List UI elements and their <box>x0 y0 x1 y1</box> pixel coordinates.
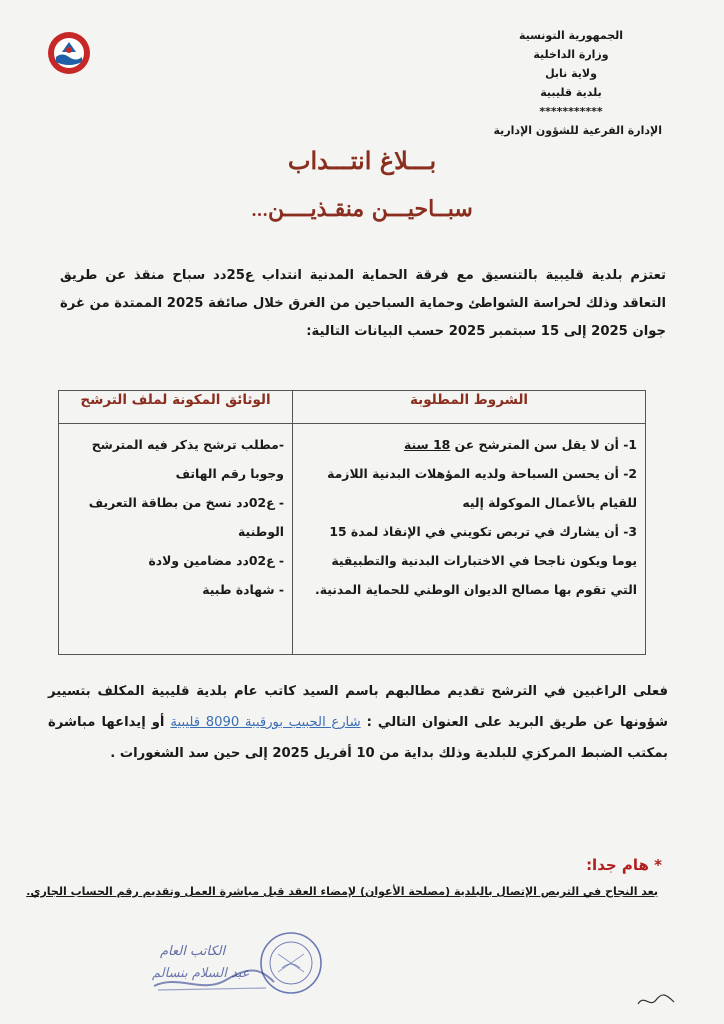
document-item: - ع02دد مضامين ولادة <box>148 553 284 568</box>
handwritten-signature-icon <box>148 960 278 1000</box>
important-notice: بعد النجاح في التربص الإتصال بالبلدية (مصلحة الأعوان) لإمضاء العقد قبل مباشرة العمل وتقديم رقم الحساب الجاري. <box>26 885 658 898</box>
document-item: - شهادة طبية <box>202 582 284 597</box>
document-title: بـــلاغ انتـــداب <box>287 146 437 175</box>
title-dots: ... <box>251 201 268 220</box>
ministry-name: وزارة الداخلية <box>533 48 609 61</box>
document-item: -مطلب ترشح يذكر فيه المترشح وجوبا رقم الهاتف <box>91 437 284 481</box>
country-name: الجمهورية التونسية <box>518 29 624 42</box>
condition-2: 2- أن يحسن السباحة ولديه المؤهلات البدنية اللازمة للقيام بالأعمال الموكولة إليه <box>327 466 637 510</box>
header-block <box>476 26 666 137</box>
initials-signature-icon <box>636 990 676 1010</box>
conditions-cell <box>293 424 646 655</box>
header-stars: *********** <box>539 105 603 118</box>
documents-cell <box>59 424 293 655</box>
document-subtitle: سبــاحيـــن منقـذيــــن... <box>251 196 473 222</box>
municipality-name: بلدية قليبية <box>540 86 602 99</box>
address-link[interactable]: شارع الحبيب بورقيبة 8090 قليبية <box>170 715 361 730</box>
signatory-name: عبد السلام بنسالم <box>152 966 250 981</box>
documents-header: الوثائق المكونة لملف الترشح <box>59 391 293 424</box>
condition-3: 3- أن يشارك في تربص تكويني في الإنقاذ لمدة 15 يوما ويكون ناجحا في الاختبارات البدنية والتطبيقية التي تقوم بها مصالح الديوان الوطني للحماية المدنية. <box>314 524 637 597</box>
condition-1: 1- أن لا يقل سن المترشح عن 18 سنة <box>403 437 637 452</box>
signatory-title: الكاتب العام <box>160 944 226 959</box>
conditions-header: الشروط المطلوبة <box>293 391 646 424</box>
document-item: - ع02دد نسخ من بطاقة التعريف الوطنية <box>88 495 284 539</box>
important-label: * هام جدا: <box>586 856 662 874</box>
subdivision-name: الإدارة الفرعية للشؤون الإدارية <box>493 124 662 137</box>
municipality-logo-icon <box>46 30 92 76</box>
governorate-name: ولاية نابل <box>545 67 597 80</box>
intro-paragraph: تعتزم بلدية قليبية بالتنسيق مع فرقة الحماية المدنية انتداب ع25دد سباح منقذ عن طريق التعاقد وذلك لحراسة الشواطئ وحماية السباحين من الغرق خلال صائفة 2025 الممتدة من غرة جوان 2025 إلى 15 سبتمبر 2025 حسب البيانات التالية: <box>60 268 667 339</box>
closing-paragraph: فعلى الراغبين في الترشح تقديم مطالبهم باسم السيد كاتب عام بلدية قليبية المكلف بتسيير شؤونها عن طريق البريد على العنوان التالي : شارع الحبيب بورقيبة 8090 قليبية أو إيداعها مباشرة بمكتب الضبط المركزي للبلدية وذلك بداية من 10 أفريل 2025 إلى حين سد الشغورات . <box>48 684 668 761</box>
requirements-table <box>58 390 646 655</box>
